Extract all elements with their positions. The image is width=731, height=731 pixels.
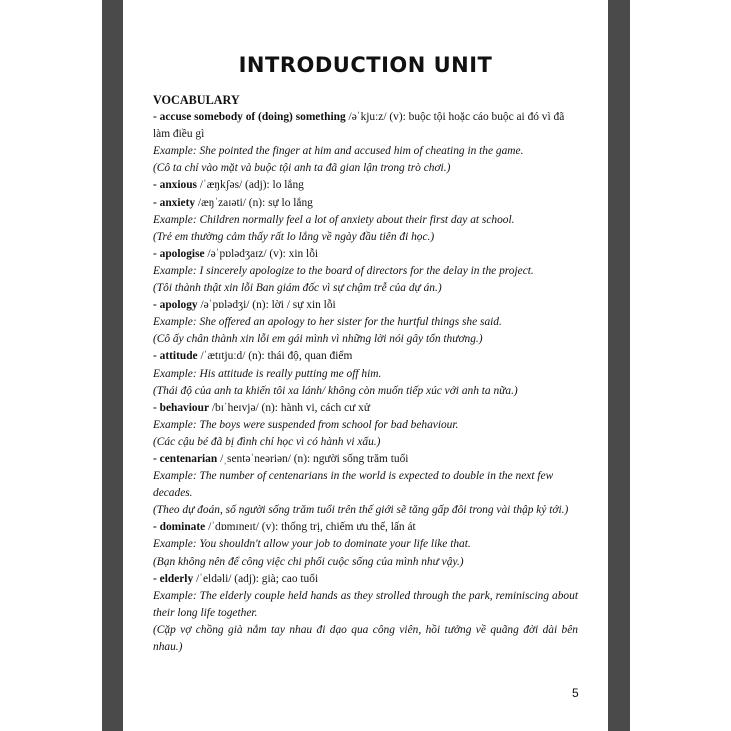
entry-example: Example: The number of centenarians in the world is expected to double in the next few decades. [153, 470, 554, 500]
entry-definition: /bɪˈheɪvjə/ (n): hành vi, cách cư xử [209, 401, 371, 414]
entry-elderly [153, 571, 578, 656]
entry-definition: /ˌsentəˈneəriən/ (n): người sống trăm tuổi [217, 452, 409, 465]
entry-definition: /ˈæŋkʃəs/ (adj): lo lắng [197, 179, 304, 192]
entry-word: - anxiety [153, 196, 196, 209]
entry-example: Example: The boys were suspended from school for bad behaviour. [153, 418, 459, 431]
entry-word: - accuse somebody of (doing) something [153, 111, 346, 124]
entry-example: Example: She offered an apology to her sister for the hurtful things she said. [153, 316, 502, 329]
entry-word: - centenarian [153, 452, 218, 465]
entry-translation: (Cô ấy chân thành xin lỗi em gái mình vì những lời nói gây tổn thương.) [153, 333, 483, 346]
entry-word: - apologise [153, 247, 205, 260]
entry-translation: (Thái độ của anh ta khiến tôi xa lánh/ không còn muốn tiếp xúc với anh ta nữa.) [153, 384, 518, 397]
section-heading: VOCABULARY [153, 93, 240, 107]
entry-translation: (Cặp vợ chồng già nắm tay nhau đi dạo qua công viên, hồi tưởng về quãng đời dài bên nhau.) [153, 623, 578, 653]
entry-word: - elderly [153, 572, 194, 585]
document-page [123, 0, 608, 731]
entry-centenarian [153, 451, 578, 519]
entry-translation: (Cô ta chỉ vào mặt và buộc tội anh ta đã gian lận trong trò chơi.) [153, 162, 451, 175]
page-title: INTRODUCTION UNIT [238, 53, 493, 77]
entry-definition: /æŋˈzaɪəti/ (n): sự lo lắng [195, 196, 313, 209]
entry-translation: (Trẻ em thường cảm thấy rất lo lắng về ngày đầu tiên đi học.) [153, 230, 435, 243]
entry-word: - attitude [153, 350, 198, 363]
entry-example: Example: I sincerely apologize to the board of directors for the delay in the project. [153, 264, 534, 277]
entry-attitude [153, 348, 578, 399]
entry-apology [153, 297, 578, 348]
entry-definition: /ˈætɪtjuːd/ (n): thái độ, quan điểm [197, 350, 353, 363]
entry-example: Example: The elderly couple held hands as they strolled through the park, reminiscing about their long life together. [153, 589, 578, 619]
entry-anxious [153, 177, 578, 194]
entry-example: Example: You shouldn't allow your job to dominate your life like that. [153, 538, 471, 551]
entry-translation: (Tôi thành thật xin lỗi Ban giám đốc vì sự chậm trễ của dự án.) [153, 282, 442, 295]
entry-anxiety [153, 195, 578, 246]
entry-translation: (Theo dự đoán, số người sống trăm tuổi trên thế giới sẽ tăng gấp đôi trong vài thập kỷ tới.) [153, 504, 569, 517]
vocabulary-body [153, 92, 578, 656]
left-frame-border [102, 0, 123, 731]
entry-definition: /ˈdɒmɪneɪt/ (v): thống trị, chiếm ưu thế, lấn át [205, 521, 416, 534]
entry-apologise [153, 246, 578, 297]
page-number: 5 [572, 686, 579, 700]
entry-definition: /ˈeldəli/ (adj): già; cao tuổi [193, 572, 319, 585]
entry-behaviour [153, 400, 578, 451]
entry-example: Example: Children normally feel a lot of anxiety about their first day at school. [153, 213, 515, 226]
entry-word: - anxious [153, 179, 197, 192]
entry-definition: /əˈpɒlədʒaɪz/ (v): xin lỗi [204, 247, 319, 260]
entry-translation: (Các cậu bé đã bị đình chỉ học vì có hành vi xấu.) [153, 435, 381, 448]
right-frame-border [608, 0, 630, 731]
entry-example: Example: His attitude is really putting me off him. [153, 367, 382, 380]
entry-word: - dominate [153, 521, 206, 534]
entry-accuse [153, 109, 578, 177]
entry-definition: /əˈpɒlədʒi/ (n): lời / sự xin lỗi [197, 299, 336, 312]
entry-dominate [153, 519, 578, 570]
entry-word: - behaviour [153, 401, 210, 414]
entry-definition: /əˈkjuːz/ (v): buộc tội hoặc cáo buộc ai đó vì đã làm điều gì [153, 111, 565, 141]
entry-word: - apology [153, 299, 198, 312]
entry-example: Example: She pointed the finger at him and accused him of cheating in the game. [153, 145, 524, 158]
entry-translation: (Bạn không nên để công việc chi phối cuộc sống của mình như vậy.) [153, 555, 464, 568]
